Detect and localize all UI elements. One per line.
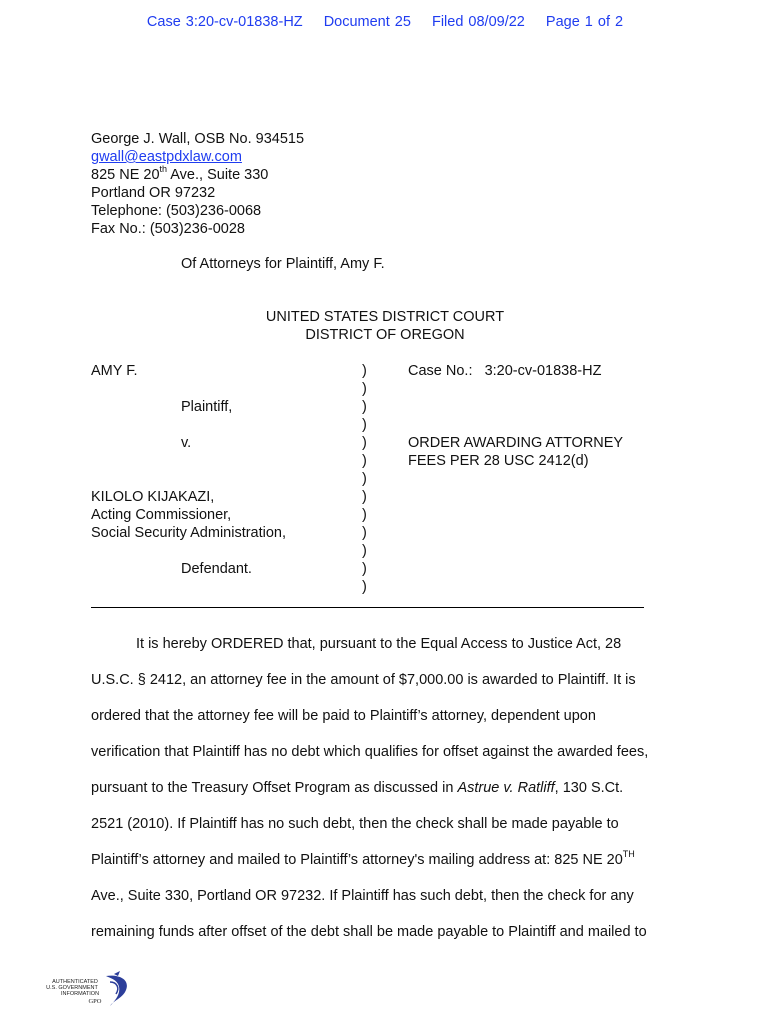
- attorney-email-link[interactable]: gwall@eastpdxlaw.com: [91, 149, 242, 165]
- attorney-fax: Fax No.: (503)236-0028: [91, 221, 245, 237]
- attorney-city: Portland OR 97232: [91, 185, 216, 201]
- court-district: DISTRICT OF OREGON: [305, 327, 465, 343]
- case-number-line: [408, 362, 623, 380]
- body-line: U.S.C. § 2412, an attorney fee in the amount of $7,000.00 is awarded to Plaintiff. It is: [91, 672, 636, 688]
- header-filed-date: Filed 08/09/22: [431, 14, 525, 30]
- body-line: Plaintiff’s attorney and mailed to Plaintiff’s attorney's mailing address at: 825 NE 20TH: [91, 849, 635, 868]
- gpo-authentication-seal: [40, 970, 135, 1015]
- body-line: It is hereby ORDERED that, pursuant to the Equal Access to Justice Act, 28: [136, 636, 622, 652]
- court-name: UNITED STATES DISTRICT COURT: [265, 309, 505, 325]
- defendant-agency: Social Security Administration,: [91, 525, 287, 541]
- body-line: remaining funds after offset of the debt shall be made payable to Plaintiff and mailed to: [91, 924, 647, 940]
- body-line: Ave., Suite 330, Portland OR 97232. If Plaintiff has such debt, then the check for any: [91, 888, 634, 904]
- court-title: [0, 308, 770, 344]
- attorney-address: 825 NE 20th Ave., Suite 330: [91, 164, 269, 183]
- caption-parentheses: ) ) ) ) ) ) ) ) ) ) ) ) ): [362, 363, 367, 595]
- case-citation: Astrue v. Ratliff: [457, 780, 555, 796]
- plaintiff-role: Plaintiff,: [181, 399, 233, 415]
- body-line: verification that Plaintiff has no debt which qualifies for offset against the awarded fees,: [91, 744, 649, 760]
- caption-divider: [91, 607, 644, 608]
- svg-text:GPO: GPO: [88, 998, 102, 1005]
- defendant-title: Acting Commissioner,: [91, 507, 232, 523]
- case-caption-parties: [91, 362, 286, 578]
- svg-text:U.S. GOVERNMENT: U.S. GOVERNMENT: [46, 985, 98, 991]
- filing-header: [0, 14, 770, 30]
- order-title-line-2: FEES PER 28 USC 2412(d): [408, 453, 589, 469]
- header-document-number: Document 25: [323, 14, 411, 30]
- order-title-line-1: ORDER AWARDING ATTORNEY: [408, 435, 624, 451]
- attorney-telephone: Telephone: (503)236-0068: [91, 203, 262, 219]
- case-number-label: Case No.:: [408, 363, 473, 379]
- attorney-block: [91, 130, 304, 238]
- of-attorneys-line: Of Attorneys for Plaintiff, Amy F.: [181, 256, 385, 272]
- svg-text:AUTHENTICATED: AUTHENTICATED: [52, 979, 98, 985]
- attorney-name: George J. Wall, OSB No. 934515: [91, 131, 305, 147]
- gpo-eagle-icon: [40, 970, 135, 1015]
- header-page-number: Page 1 of 2: [545, 14, 624, 30]
- defendant-name: KILOLO KIJAKAZI,: [91, 489, 215, 505]
- header-case-number: Case 3:20-cv-01838-HZ: [146, 14, 303, 30]
- versus: v.: [181, 435, 192, 451]
- body-line: pursuant to the Treasury Offset Program as discussed in Astrue v. Ratliff, 130 S.Ct.: [91, 780, 624, 796]
- svg-text:INFORMATION: INFORMATION: [60, 991, 100, 997]
- plaintiff-name: AMY F.: [91, 363, 138, 379]
- body-line: ordered that the attorney fee will be paid to Plaintiff’s attorney, dependent upon: [91, 708, 596, 724]
- case-caption-info: [408, 362, 623, 470]
- order-body: [91, 626, 681, 950]
- body-line: 2521 (2010). If Plaintiff has no such debt, then the check shall be made payable to: [91, 816, 619, 832]
- defendant-role: Defendant.: [181, 561, 252, 577]
- case-number: 3:20-cv-01838-HZ: [484, 363, 602, 379]
